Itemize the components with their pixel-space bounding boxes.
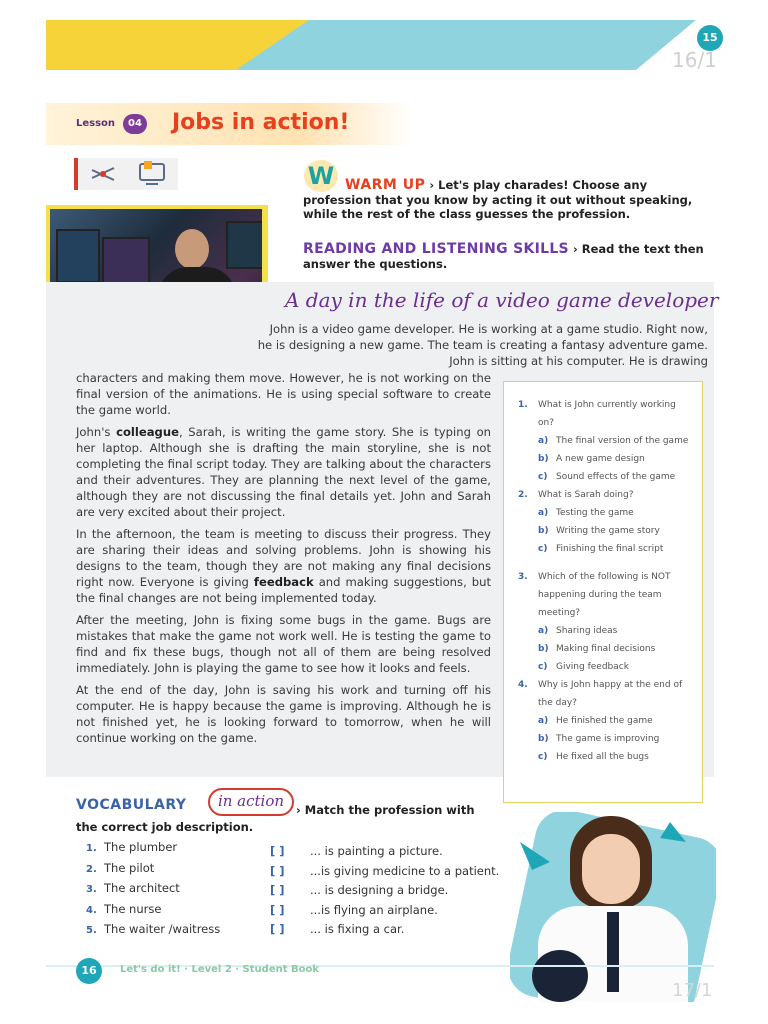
list-item: 1. The plumber [86,840,178,854]
skill-icons [74,158,178,190]
warm-up-section [303,178,713,222]
answer-bracket[interactable]: [ ] [270,863,285,878]
list-item: [ ] ... is painting a picture. [270,842,530,862]
question-1: 1. What is John currently working on? [518,400,676,428]
warm-up-arrow: › [429,178,435,192]
reading-heading: READING AND LISTENING SKILLS [303,241,569,257]
story-paragraph: After the meeting, John is fixing some bugs in the game. Bugs are mistakes that make the game not work well. He is testing the game to find and fix these bugs, though not all of them are being resolved immediately. John is playing the game to see how it looks and feels. [76,613,491,675]
questions-box [503,381,703,803]
answer-bracket[interactable]: [ ] [270,902,285,917]
story-paragraph: John's colleague, Sarah, is writing the game story. She is typing on her laptop. Although she is drafting the main storyline, she is not completing the final script today. They are talking about the characters and their adventures. They are planning the next level of the game, although they are not discussing the final details yet. John and Sarah are very excited about their project. [76,425,492,519]
answer-option[interactable]: c) Finishing the final script [538,544,664,554]
computer-icon [140,161,164,184]
story-title: A day in the life of a video game developer [285,288,719,312]
in-action-badge: in action [208,788,294,816]
answer-option[interactable]: b) Writing the game story [538,526,660,536]
question-3: 3. Which of the following is NOT happening during the team meeting? [518,572,671,618]
vocabulary-instruction-b: the correct job description. [76,820,254,834]
answer-option[interactable]: c) Sound effects of the game [538,472,676,482]
accent-marks [510,812,716,1002]
top-page-number: 15 [697,25,723,51]
answer-bracket[interactable]: [ ] [270,922,285,936]
warm-up-text: Let's play charades! Choose any profession that you know by acting it out without speaking, while the rest of the class guesses the profession. [303,178,693,221]
question-2: 2. What is Sarah doing? [518,490,634,500]
story-paragraph: In the afternoon, the team is meeting to discuss their progress. They are sharing their ideas and solving problems. John is showing his designs to the team, though they are not making any final decisions right now. Everyone is giving feedback and making suggestions, but the final changes are not being implemented today. [76,527,492,605]
answer-option[interactable]: a) The final version of the game [538,436,689,446]
story-paragraph: At the end of the day, John is saving his work and turning off his computer. He is happy because the game is improving. Although he is not finished yet, he is looking forward to tomorrow, when he will continue working on the game. [76,683,491,745]
reading-arrow: › [572,242,578,256]
footer-page-number: 16 [76,958,102,984]
description-list [270,842,530,940]
charades-icon [92,168,114,180]
answer-option[interactable]: b) The game is improving [538,734,660,744]
story-lead-paragraph: John is a video game developer. He is working at a game studio. Right now, he is designing a new game. The team is creating a fantasy adventure game. John is sitting at his computer. He is drawing [257,322,708,368]
vocabulary-arrow: › [296,803,301,817]
answer-option[interactable]: c) He fixed all the bugs [538,752,649,762]
reading-section [303,242,713,271]
answer-option[interactable]: a) He finished the game [538,716,653,726]
bottom-page-watermark: 17/1 [672,980,713,1001]
list-item: [ ] ... is fixing a car. [270,920,530,940]
lesson-title: Jobs in action! [172,110,350,135]
list-item: [ ] ...is flying an airplane. [270,901,530,921]
skills-icons-svg [74,158,178,190]
list-item: [ ] ... is designing a bridge. [270,881,530,901]
lesson-number-badge: 04 [123,114,147,134]
list-item: [ ] ...is giving medicine to a patient. [270,862,530,882]
answer-option[interactable]: a) Sharing ideas [538,626,618,636]
list-item: 4. The nurse [86,901,162,916]
list-item: 5. The waiter /waitress [86,922,221,936]
top-banner [46,20,714,70]
vocab-word-feedback: feedback [253,575,314,589]
answer-option[interactable]: b) Making final decisions [538,644,656,654]
profession-list [86,838,266,941]
vocabulary-instruction [296,803,475,817]
list-item: 3. The architect [86,881,180,895]
footer-text: Let's do it! · Level 2 · Student Book [120,964,319,975]
story-body [76,370,491,752]
top-page-watermark: 16/1 [672,48,717,72]
vocabulary-instruction-a: Match the profession with [304,803,475,817]
warm-up-heading: WARM UP [345,177,426,193]
answer-bracket[interactable]: [ ] [270,883,285,897]
answer-option[interactable]: a) Testing the game [538,508,634,518]
answer-option[interactable]: c) Giving feedback [538,662,629,672]
warm-up-logo-icon: W [304,160,338,192]
answer-option[interactable]: b) A new game design [538,454,645,464]
vocabulary-heading: VOCABULARY [76,797,187,813]
vocab-word-colleague: colleague [116,425,179,439]
list-item: 2. The pilot [86,860,155,875]
pilot-illustration [510,812,716,1002]
question-4: 4. Why is John happy at the end of the day? [518,680,683,708]
lesson-label: Lesson [76,118,116,129]
reading-text: Read the text then answer the questions. [303,242,704,271]
answer-bracket[interactable]: [ ] [270,844,285,858]
story-paragraph: characters and making them move. However, he is not working on the final version of the animations. He is using special software to create the game world. [76,371,491,417]
